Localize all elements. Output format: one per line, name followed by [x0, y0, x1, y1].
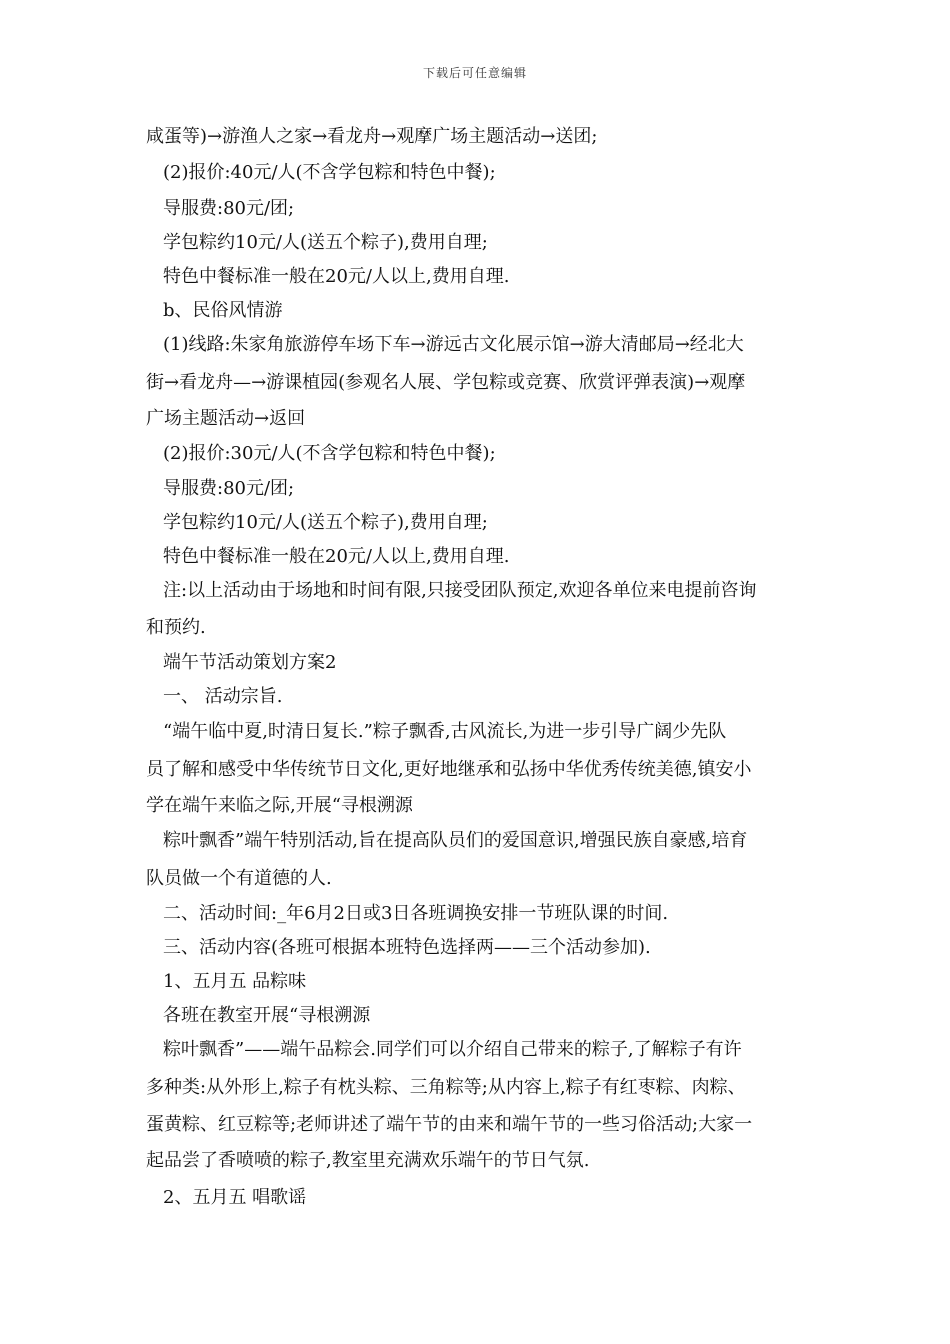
text-line: 街→看龙舟—→游课植园(参观名人展、学包粽或竞赛、欣赏评弹表演)→观摩 — [146, 372, 746, 393]
text-line: “端午临中夏,时清日复长.”粽子飘香,古风流长,为进一步引导广阔少先队 — [163, 721, 727, 742]
text-line: 咸蛋等)→游渔人之家→看龙舟→观摩广场主题活动→送团; — [146, 126, 598, 147]
text-line: 学包粽约10元/人(送五个粽子),费用自理; — [163, 512, 488, 533]
text-line: 学在端午来临之际,开展“寻根溯源 — [146, 795, 413, 816]
text-line: (2)报价:40元/人(不含学包粽和特色中餐); — [163, 162, 496, 183]
text-line: 广场主题活动→返回 — [146, 408, 306, 429]
text-line: 多种类:从外形上,粽子有枕头粽、三角粽等;从内容上,粽子有红枣粽、肉粽、 — [146, 1077, 746, 1098]
text-line: 粽叶飘香”——端午品粽会.同学们可以介绍自己带来的粽子,了解粽子有许 — [163, 1039, 742, 1060]
text-line: (2)报价:30元/人(不含学包粽和特色中餐); — [163, 443, 496, 464]
text-line: 和预约. — [146, 617, 206, 638]
text-line: 特色中餐标准一般在20元/人以上,费用自理. — [163, 266, 510, 287]
text-line: 蛋黄粽、红豆粽等;老师讲述了端午节的由来和端午节的一些习俗活动;大家一 — [146, 1114, 753, 1135]
text-line: 特色中餐标准一般在20元/人以上,费用自理. — [163, 546, 510, 567]
text-line: 起品尝了香喷喷的粽子,教室里充满欢乐端午的节日气氛. — [146, 1150, 590, 1171]
text-line: 注:以上活动由于场地和时间有限,只接受团队预定,欢迎各单位来电提前咨询 — [163, 580, 757, 601]
section-title: 端午节活动策划方案2 — [163, 652, 337, 673]
text-line: 一、 活动宗旨. — [163, 686, 283, 707]
page-header: 下载后可任意编辑 — [422, 66, 527, 80]
text-line: 2、五月五 唱歌谣 — [163, 1187, 307, 1208]
text-line: 队员做一个有道德的人. — [146, 868, 332, 889]
text-line: 各班在教室开展“寻根溯源 — [163, 1005, 371, 1026]
text-line: 二、活动时间:_年6月2日或3日各班调换安排一节班队课的时间. — [163, 903, 669, 924]
text-line: b、民俗风情游 — [163, 300, 283, 321]
text-line: 学包粽约10元/人(送五个粽子),费用自理; — [163, 232, 488, 253]
text-line: (1)线路:朱家角旅游停车场下车→游远古文化展示馆→游大清邮局→经北大 — [163, 334, 744, 355]
text-line: 三、活动内容(各班可根据本班特色选择两——三个活动参加). — [163, 937, 651, 958]
text-line: 1、五月五 品粽味 — [163, 971, 307, 992]
text-line: 导服费:80元/团; — [163, 198, 295, 219]
text-line: 员了解和感受中华传统节日文化,更好地继承和弘扬中华优秀传统美德,镇安小 — [146, 759, 752, 780]
text-line: 粽叶飘香”端午特别活动,旨在提高队员们的爱国意识,增强民族自豪感,培育 — [163, 830, 748, 851]
text-line: 导服费:80元/团; — [163, 478, 295, 499]
